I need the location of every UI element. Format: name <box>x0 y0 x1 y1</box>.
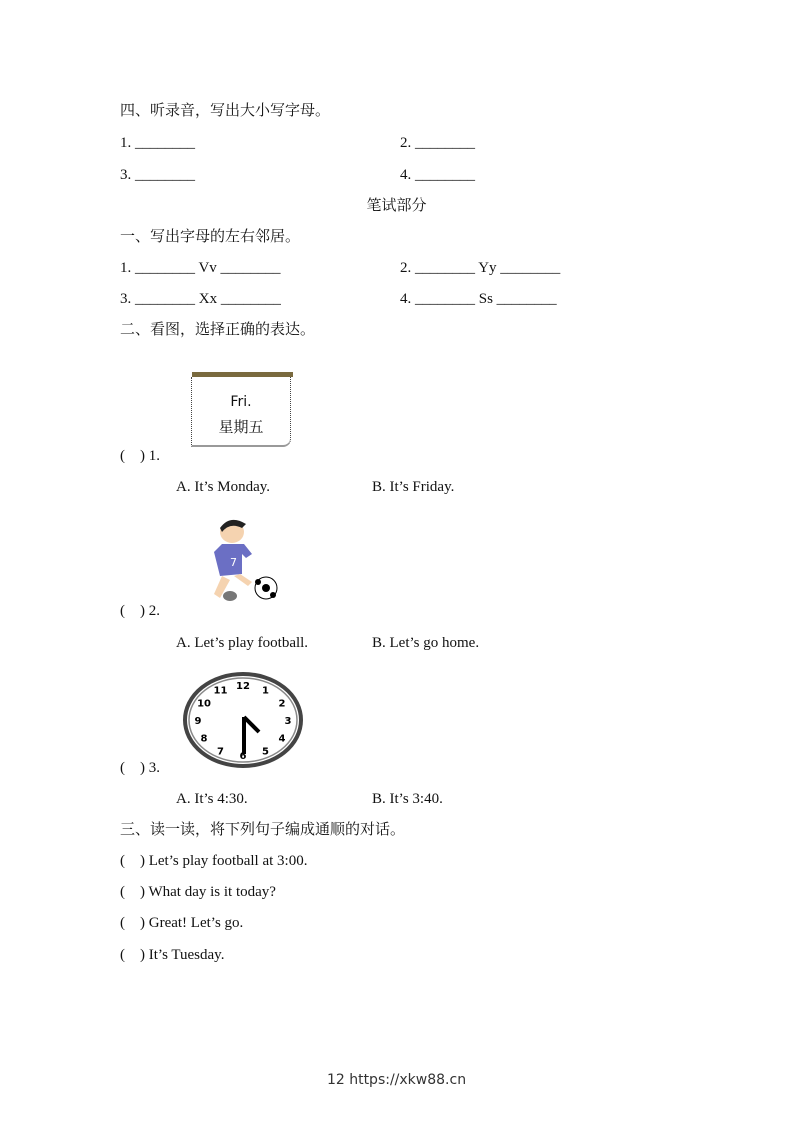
option-b: B. Let’s go home. <box>372 635 480 651</box>
section3-heading: 三、读一读，将下列句子编成通顺的对话。 <box>120 822 406 838</box>
page-footer: 12 https://xkw88.cn <box>326 1072 467 1088</box>
neighbor-item: 4. ________ Ss ________ <box>400 291 557 307</box>
clock-number: 11 <box>213 685 228 697</box>
clock-number: 10 <box>197 698 211 710</box>
question-label: ( ) 1. <box>120 448 160 464</box>
calendar-day-en: Fri. <box>230 394 252 410</box>
clock-number: 6 <box>239 751 247 762</box>
written-section-title: 笔试部分 <box>366 198 427 214</box>
clock-number: 5 <box>262 746 269 758</box>
listening-item: 1. ________ <box>120 135 195 151</box>
clock-number: 9 <box>194 716 202 727</box>
section1-heading: 一、写出字母的左右邻居。 <box>120 229 301 245</box>
calendar-day-cn: 星期五 <box>218 418 264 436</box>
section2-heading: 二、看图，选择正确的表达。 <box>120 322 316 338</box>
neighbor-item: 3. ________ Xx ________ <box>120 291 281 307</box>
svg-text:7: 7 <box>230 556 237 569</box>
calendar-image <box>189 372 293 448</box>
clock-number: 2 <box>278 698 286 710</box>
clock-image <box>182 670 304 770</box>
option-b: B. It’s 3:40. <box>372 791 443 807</box>
dialogue-item: ( ) What day is it today? <box>120 884 276 900</box>
option-b: B. It’s Friday. <box>372 479 455 495</box>
clock-number: 12 <box>236 681 250 692</box>
football-boy-image <box>200 512 285 607</box>
option-a: A. It’s 4:30. <box>176 791 248 807</box>
dialogue-item: ( ) Let’s play football at 3:00. <box>120 853 308 869</box>
option-a: A. Let’s play football. <box>176 635 309 651</box>
clock-number: 3 <box>284 716 292 727</box>
option-a: A. It’s Monday. <box>176 479 271 495</box>
clock-number: 1 <box>262 685 269 697</box>
neighbor-item: 2. ________ Yy ________ <box>400 260 561 276</box>
neighbor-item: 1. ________ Vv ________ <box>120 260 281 276</box>
listening-heading: 四、听录音，写出大小写字母。 <box>120 103 331 119</box>
listening-item: 2. ________ <box>400 135 475 151</box>
clock-number: 4 <box>278 733 286 745</box>
clock-number: 8 <box>200 733 208 745</box>
listening-item: 3. ________ <box>120 167 195 183</box>
question-label: ( ) 2. <box>120 603 160 619</box>
dialogue-item: ( ) It’s Tuesday. <box>120 947 225 963</box>
clock-number: 7 <box>217 746 224 758</box>
question-label: ( ) 3. <box>120 760 160 776</box>
listening-item: 4. ________ <box>400 167 475 183</box>
dialogue-item: ( ) Great! Let’s go. <box>120 915 244 931</box>
